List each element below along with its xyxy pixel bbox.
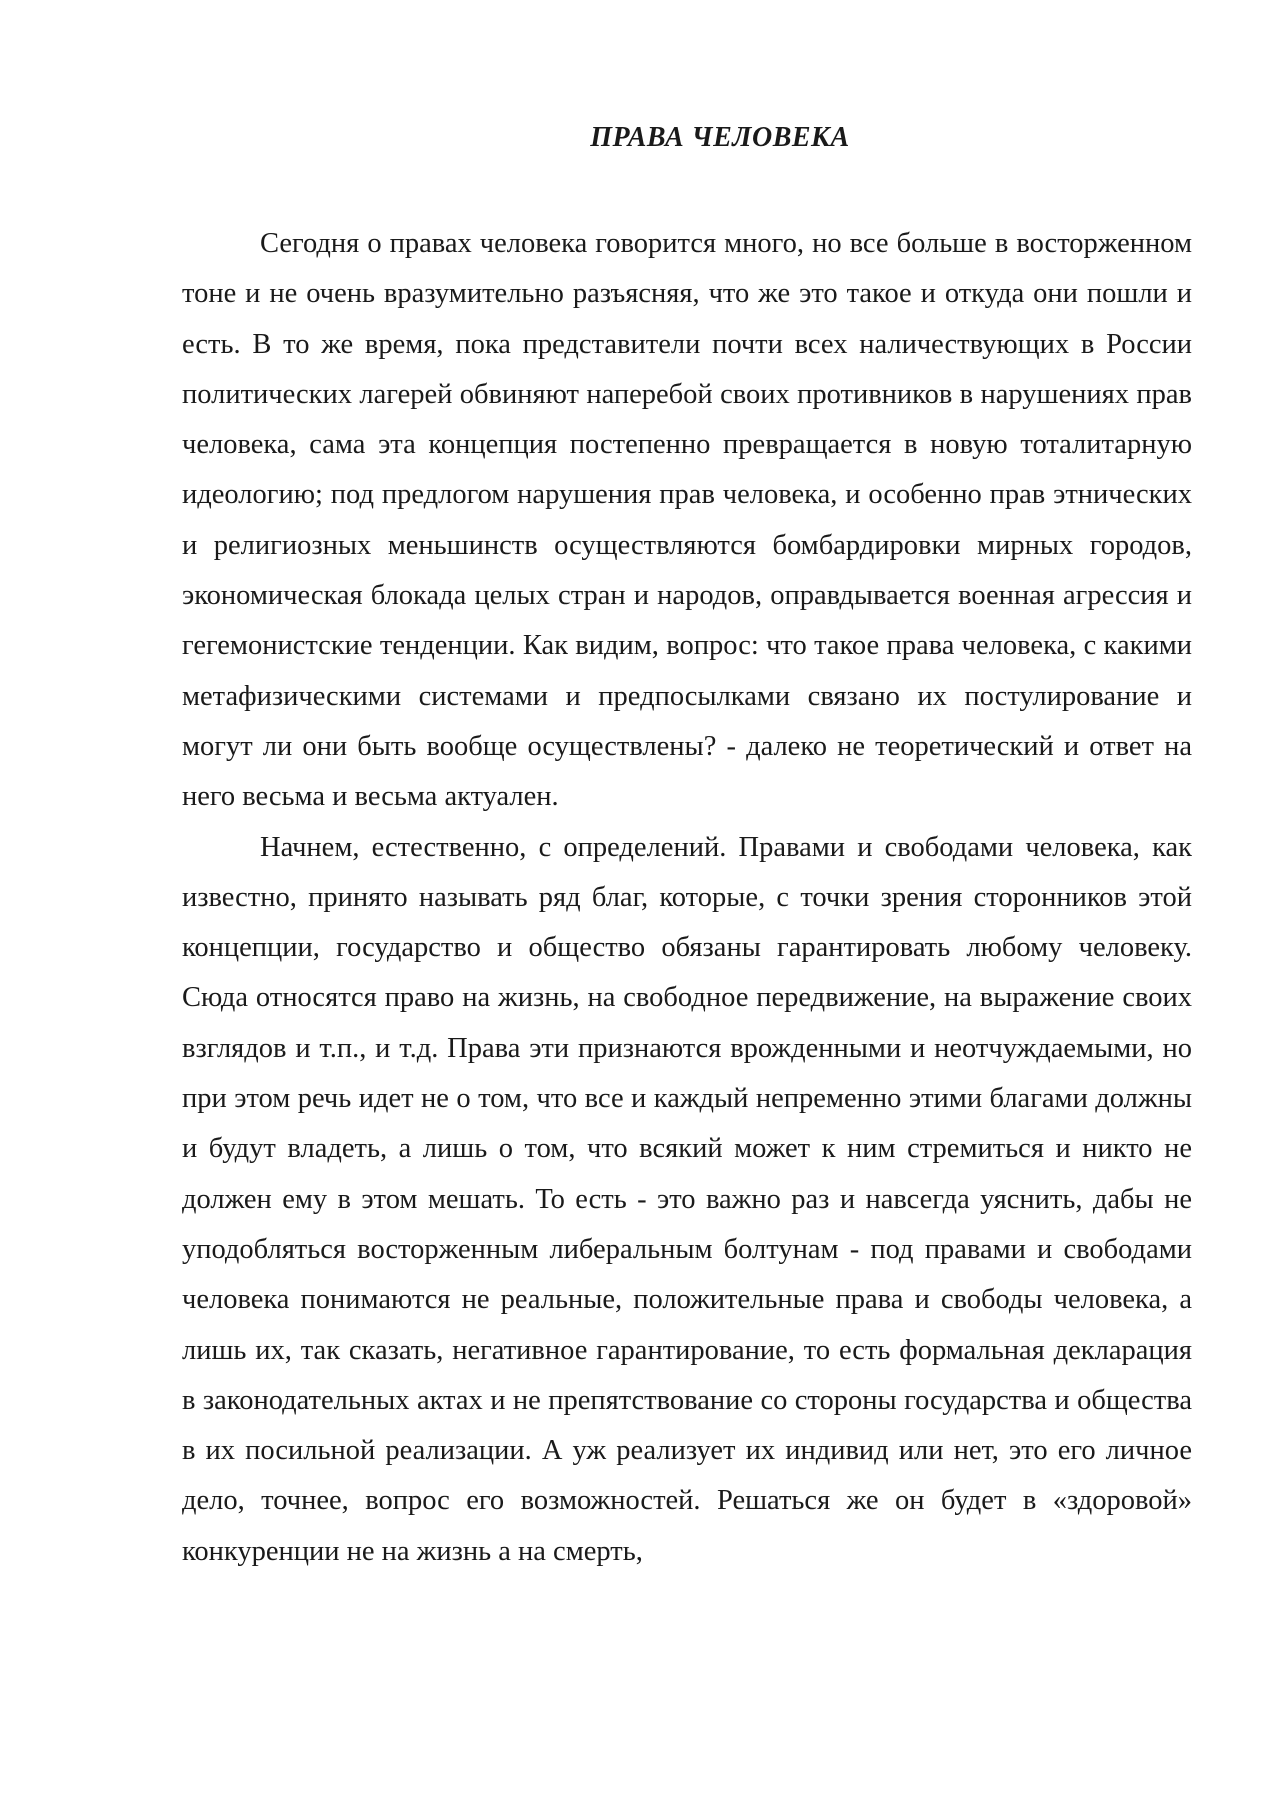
document-body: [182, 219, 1192, 1577]
document-title: ПРАВА ЧЕЛОВЕКА: [590, 122, 850, 153]
paragraph-2: Начнем, естественно, с определений. Правами и свободами человека, как известно, принято называть ряд благ, которые, с точки зрения сторонников этой концепции, государство и общество обязаны гарантировать любому человеку. Сюда относятся право на жизнь, на свободное передвижение, на выражение своих взглядов и т.п., и т.д. Права эти признаются врожденными и неотчуждаемыми, но при этом речь идет не о том, что все и каждый непременно этими благами должны и будут владеть, а лишь о том, что всякий может к ним стремиться и никто не должен ему в этом мешать. То есть - это важно раз и навсегда уяснить, дабы не уподобляться восторженным либеральным болтунам - под правами и свободами человека понимаются не реальные, положительные права и свободы человека, а лишь их, так сказать, негативное гарантирование, то есть формальная декларация в законодательных актах и не препятствование со стороны государства и общества в их посильной реализации. А уж реализует их индивид или нет, это его личное дело, точнее, вопрос его возможностей. Решаться же он будет в «здоровой» конкуренции не на жизнь а на смерть,: [182, 831, 1192, 1567]
paragraph-1: Сегодня о правах человека говорится много, но все больше в восторженном тоне и не очень вразумительно разъясняя, что же это такое и откуда они пошли и есть. В то же время, пока представители почти всех наличествующих в России политических лагерей обвиняют наперебой своих противников в нарушениях прав человека, сама эта концепция постепенно превращается в новую тоталитарную идеологию; под предлогом нарушения прав человека, и особенно прав этнических и религиозных меньшинств осуществляются бомбардировки мирных городов, экономическая блокада целых стран и народов, оправдывается военная агрессия и гегемонистские тенденции. Как видим, вопрос: что такое права человека, с какими метафизическими системами и предпосылками связано их постулирование и могут ли они быть вообще осуществлены? - далеко не теоретический и ответ на него весьма и весьма актуален.: [182, 228, 1192, 813]
